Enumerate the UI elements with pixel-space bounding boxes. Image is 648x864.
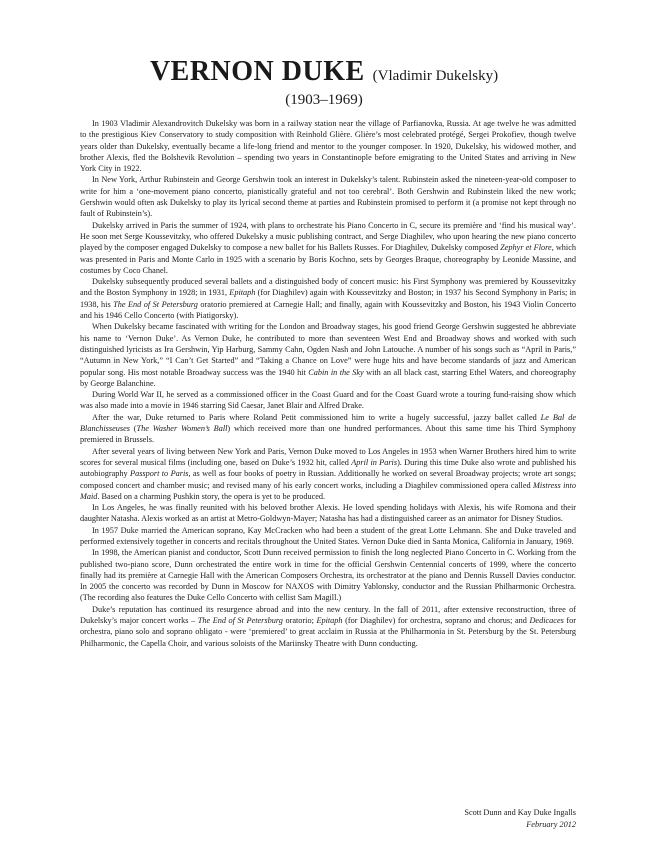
italic-title: Epitaph	[316, 616, 343, 626]
italic-title: The End of St Petersburg	[113, 299, 198, 309]
paragraph: After several years of living between New York and Paris, Vernon Duke moved to Los Angeles in 1953 when Warner Brothers hired him to write scores for several musical films (including one, based on Duke’s 1932 hit, called April in Paris). During this time Duke also wrote and published his autobiography Passport to Paris, as well as four books of poetry in Russian. Additionally he worked on several Broadway projects; wrote art songs; composed concert and chamber music; and revised many of his early concert works, including a Diaghilev commissioned opera called Mistress into Maid. Based on a charming Pushkin story, the opera is yet to be produced.	[80, 446, 576, 501]
paragraph: In 1903 Vladimir Alexandrovitch Dukelsky was born in a railway station near the village of Parfianovka, Russia. At age twelve he was admitted to the prestigious Kiev Conservatory to study composition with Reinhold Glière. Glière’s most celebrated protégé, Sergei Prokofiev, though twelve years older than Dukelsky, eventually became a life-long friend and mentor to the younger composer. In 1920, Dukelsky, his widowed mother, and brother Alexis, fled the Bolshevik Revolution – spending two years in Constantinople before emigrating to the United States and arriving in New York City in 1922.	[80, 119, 576, 174]
italic-title: April in Paris	[351, 457, 398, 467]
paragraph: In Los Angeles, he was finally reunited with his beloved brother Alexis. He loved spending holidays with Alexis, his wife Romona and their daughter Natasha. Alexis worked as an artist at Metro-Goldwyn-Mayer; Natasha has had a distinguished career as an animator for Disney Studios.	[80, 503, 576, 524]
paragraph: In New York, Arthur Rubinstein and George Gershwin took an interest in Dukelsky’s talent. Rubinstein asked the nineteen-year-old composer to write for him a ‘one-movement piano concerto, pianistically grateful and not too cerebral’. Both Gershwin and Rubinstein liked the new work; Gershwin would often ask Dukelsky to play its lyrical second theme at parties and Rubinstein promised to perform it (a promise not kept through no fault of Rubinstein’s).	[80, 175, 576, 219]
paragraph: In 1998, the American pianist and conductor, Scott Dunn received permission to finish the long neglected Piano Concerto in C. Working from the published two-piano score, Dunn orchestrated the entire work in time for the official Gershwin Centennial concerts of 1999, where the concerto finally had its première at Carnegie Hall with the American Composers Orchestra, its orchestrator at the piano and Dennis Russell Davies conductor. In 2005 the concerto was recorded by Dunn in Moscow for NAXOS with Dimitry Yablonsky, conductor and the Russian Philharmonic Orchestra. (The recording also features the Duke Cello Concerto with cellist Sam Magill.)	[80, 548, 576, 603]
signature-date: February 2012	[526, 820, 576, 829]
italic-title: Zephyr et Flore	[500, 243, 552, 253]
paragraph: During World War II, he served as a commissioned officer in the Coast Guard and for the Coast Guard wrote a touring fund-raising show which was also made into a movie in 1946 starring Sid Caesar, Janet Blair and Alfred Drake.	[80, 390, 576, 411]
birth-name: (Vladimir Dukelsky)	[372, 68, 499, 84]
paragraph: Dukelsky subsequently produced several ballets and a distinguished body of concert music: his First Symphony was premiered by Koussevitzky and the Boston Symphony in 1928; in 1931, Epitaph (for Diaghilev) again with Koussevitzky and Boston; in 1937 his Second Symphony in Paris; in 1938, his The End of St Petersburg oratorio premiered at Carnegie Hall; and finally, again with Koussevitzky and Boston, his 1943 Violin Concerto and his 1946 Cello Concerto (with Piatigorsky).	[80, 277, 576, 321]
composer-name: VERNON DUKE	[149, 56, 365, 87]
signature-authors: Scott Dunn and Kay Duke Ingalls	[464, 808, 576, 817]
italic-title: Mistress into Maid	[80, 480, 576, 501]
italic-title: The Washer Women’s Ball	[136, 424, 228, 434]
italic-title: Le Bal de Blanchisseuses	[80, 412, 576, 434]
paragraph: Duke’s reputation has continued its resurgence abroad and into the new century. In the fall of 2011, after extensive reconstruction, three of Dukelsky’s major concert works – The End of St Petersburg oratorio; Epitaph (for Diaghilev) for orchestra, soprano and chorus; and Dedicaces for orchestra, piano solo and soprano obligato - were ‘premiered’ to great acclaim in Russia at the Philharmonia in St. Petersburg by the St. Petersburg Philharmonic, the Capella Choir, and various soloists of the Mariinsky Theatre with Dunn conducting.	[80, 604, 576, 648]
paragraph: Dukelsky arrived in Paris the summer of 1924, with plans to orchestrate his Piano Concerto in C, secure its première and ‘find his musical way’. He soon met Serge Koussevitzky, who offered Dukelsky a music publishing contract, and Serge Diaghilev, who upon hearing the new piano concerto played by the composer engaged Dukelsky to compose a new ballet for his Ballets Russes. For Diaghilev, Dukelsky composed Zephyr et Flore, which was presented in Paris and Monte Carlo in 1925 with a scenario by Boris Kochno, sets by Georges Braque, choreography by Leonide Massine, and costumes by Coco Chanel.	[80, 220, 576, 275]
life-dates: (1903–1969)	[285, 92, 363, 108]
italic-title: Epitaph	[229, 288, 256, 298]
title	[0, 56, 648, 88]
italic-title: Cabin in the Sky	[308, 367, 364, 377]
italic-title: Passport to Paris	[130, 469, 189, 479]
paragraph: In 1957 Duke married the American soprano, Kay McCracken who had been a student of the great Lotte Lehmann. She and Duke traveled and performed extensively together in concerts and recitals throughout the United States. Vernon Duke died in Santa Monica, California in January, 1969.	[80, 525, 576, 546]
paragraph: After the war, Duke returned to Paris where Roland Petit commissioned him to write a hugely successful, jazzy ballet called Le Bal de Blanchisseuses (The Washer Women’s Ball) which received more than one hundred performances. About this same time his Third Symphony premiered in Brussels.	[80, 412, 577, 445]
biography-body	[80, 118, 576, 649]
italic-title: Dedicaces	[529, 616, 564, 626]
italic-title: The End of St Petersburg	[197, 616, 283, 626]
paragraph: When Dukelsky became fascinated with writing for the London and Broadway stages, his good friend George Gershwin suggested he abbreviate his name to ‘Vernon Duke’. As Vernon Duke, he contributed to more than seventeen West End and Broadway shows and worked with such distinguished lyricists as Ira Gershwin, Yip Harburg, Sammy Cahn, Ogden Nash and John Latouche. A number of his songs such as “April in Paris,” “Autumn in New York,” “I Can’t Get Started” and “Taking a Chance on Love” were huge hits and have become standards of jazz and American popular song. His most notable Broadway success was the 1940 hit Cabin in the Sky with an all black cast, starring Ethel Waters, and choreography by George Balanchine.	[80, 322, 576, 388]
